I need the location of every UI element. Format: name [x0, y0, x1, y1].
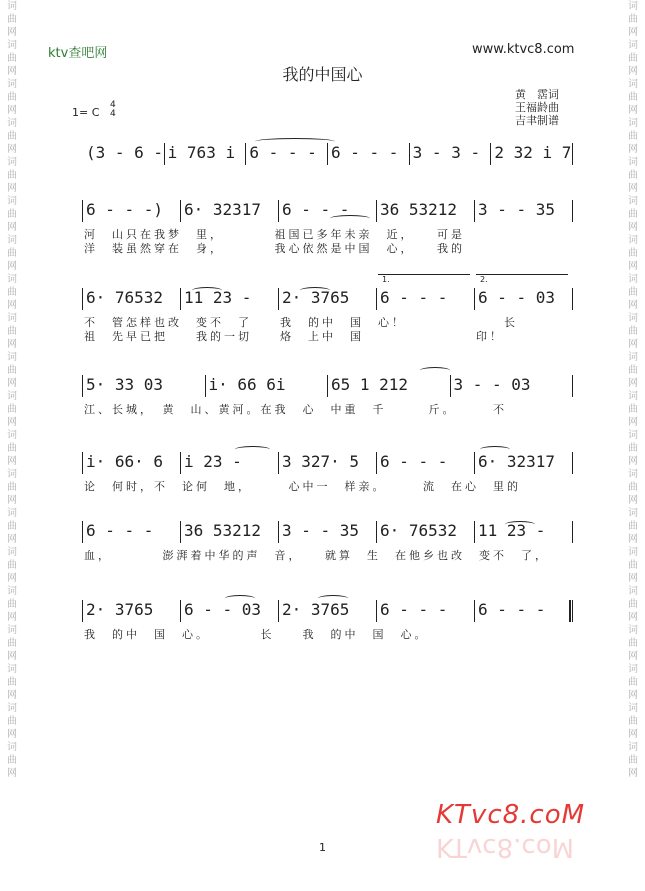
side-glyph: 词: [628, 391, 638, 402]
measure: 6 - - -: [380, 288, 448, 307]
page-number: 1: [319, 841, 326, 854]
side-glyph: 网: [628, 183, 638, 194]
measure: 6 - - 03: [184, 600, 262, 619]
side-glyph: 网: [628, 222, 638, 233]
side-glyph: 网: [628, 495, 638, 506]
side-glyph: 曲: [7, 92, 17, 103]
side-glyph: 曲: [628, 482, 638, 493]
side-glyph: 曲: [7, 482, 17, 493]
side-glyph: 词: [628, 664, 638, 675]
side-glyph: 词: [628, 40, 638, 51]
measure: 36 53212: [184, 521, 262, 540]
score-system: [0, 143, 645, 167]
key-signature: 1= C: [72, 106, 100, 119]
side-glyph: 网: [628, 27, 638, 38]
side-glyph: 词: [628, 313, 638, 324]
side-glyph: 网: [7, 66, 17, 77]
volta-label: 2.: [480, 275, 488, 284]
bar-line: [180, 200, 181, 222]
side-glyph: 网: [628, 534, 638, 545]
bar-line: [474, 452, 475, 474]
side-glyph: 词: [7, 508, 17, 519]
bar-line: [409, 143, 410, 165]
side-glyph: 词: [7, 742, 17, 753]
side-glyph: 曲: [7, 326, 17, 337]
side-glyph: 词: [628, 118, 638, 129]
bar-line: [82, 452, 83, 474]
measure: 3 - - 03: [453, 375, 531, 394]
side-glyph: 曲: [628, 248, 638, 259]
bar-line: [180, 452, 181, 474]
side-glyph: 网: [7, 222, 17, 233]
measure: 6 - - -: [380, 600, 448, 619]
side-glyph: 网: [7, 27, 17, 38]
bar-line: [180, 521, 181, 543]
bar-line: [205, 375, 206, 397]
side-glyph: 曲: [7, 599, 17, 610]
side-glyph: 词: [7, 703, 17, 714]
slur-mark: [330, 215, 370, 222]
side-glyph: 网: [628, 573, 638, 584]
side-glyph: 词: [7, 352, 17, 363]
slur-mark: [255, 138, 335, 145]
side-glyph: 词: [7, 235, 17, 246]
side-glyph: 词: [628, 508, 638, 519]
bar-line: [376, 288, 377, 310]
side-glyph: 网: [628, 729, 638, 740]
volta-bracket: [476, 274, 568, 275]
lyric-line: 河 山只在我梦 里， 祖国已多年未亲 近， 可是: [84, 228, 465, 241]
side-watermark-left: [2, 0, 22, 891]
slur-mark: [300, 287, 330, 294]
side-glyph: 曲: [7, 287, 17, 298]
side-glyph: 网: [628, 612, 638, 623]
side-glyph: 曲: [628, 53, 638, 64]
time-signature-top: 4: [110, 100, 116, 110]
bar-line: [278, 200, 279, 222]
score-system: [0, 521, 645, 545]
side-glyph: 网: [7, 456, 17, 467]
side-glyph: 词: [7, 430, 17, 441]
bar-line: [572, 143, 573, 165]
measure: 3 327· 5: [282, 452, 360, 471]
side-glyph: 曲: [7, 716, 17, 727]
measure: 6 - - -: [282, 200, 350, 219]
side-glyph: 词: [628, 430, 638, 441]
bar-line: [490, 143, 491, 165]
slur-mark: [225, 595, 255, 602]
slur-mark: [318, 595, 348, 602]
side-glyph: 词: [628, 352, 638, 363]
side-glyph: 词: [7, 79, 17, 90]
measure: 6 - - -: [478, 600, 546, 619]
time-signature-bottom: 4: [110, 109, 116, 119]
side-glyph: 词: [628, 235, 638, 246]
slur-mark: [420, 367, 450, 374]
measure: i· 66· 6: [86, 452, 164, 471]
measure: 11 23 -: [478, 521, 546, 540]
bar-line: [450, 375, 451, 397]
side-glyph: 曲: [628, 443, 638, 454]
side-glyph: 曲: [7, 209, 17, 220]
side-glyph: 词: [628, 196, 638, 207]
watermark-logo: KTvc8.coM: [436, 800, 586, 830]
side-glyph: 网: [7, 105, 17, 116]
side-glyph: 词: [7, 547, 17, 558]
bar-line: [376, 200, 377, 222]
side-glyph: 曲: [7, 755, 17, 766]
side-glyph: 曲: [7, 443, 17, 454]
bar-line: [474, 521, 475, 543]
side-glyph: 词: [7, 313, 17, 324]
measure: 6· 76532: [380, 521, 458, 540]
measure: 2· 3765: [282, 600, 350, 619]
lyric-line: 祖 先早已把 我的一切 烙 上中 国 印！: [84, 330, 504, 343]
credit-arranger: 吉聿制谱: [515, 114, 559, 127]
side-glyph: 词: [628, 274, 638, 285]
bar-line: [572, 600, 573, 622]
bar-line: [82, 200, 83, 222]
side-glyph: 词: [7, 625, 17, 636]
score-system: [0, 200, 645, 224]
measure: 6· 32317: [184, 200, 262, 219]
side-glyph: 网: [7, 729, 17, 740]
side-glyph: 曲: [628, 560, 638, 571]
side-glyph: 网: [7, 534, 17, 545]
lyric-line: 论 何时，不 论何 地， 心中一 样亲。 流 在心 里的: [84, 480, 521, 493]
bar-line: [278, 452, 279, 474]
side-glyph: 网: [628, 690, 638, 701]
bar-line: [278, 521, 279, 543]
side-glyph: 曲: [628, 170, 638, 181]
bar-line: [474, 200, 475, 222]
measure: 5· 33 03: [86, 375, 164, 394]
measure: 3 - - 35: [282, 521, 360, 540]
side-glyph: 曲: [7, 14, 17, 25]
side-glyph: 曲: [628, 521, 638, 532]
bar-line: [572, 521, 573, 543]
side-glyph: 网: [628, 456, 638, 467]
bar-line: [572, 375, 573, 397]
measure: 2· 3765: [86, 600, 154, 619]
side-glyph: 网: [7, 339, 17, 350]
side-glyph: 曲: [628, 14, 638, 25]
side-glyph: 词: [628, 742, 638, 753]
side-glyph: 曲: [628, 92, 638, 103]
final-bar-line: [569, 600, 571, 622]
bar-line: [278, 288, 279, 310]
side-glyph: 网: [7, 495, 17, 506]
bar-line: [376, 452, 377, 474]
measure: 6 - - -: [331, 143, 399, 162]
lyric-line: 洋 装虽然穿在 身， 我心依然是中国 心， 我的: [84, 242, 465, 255]
bar-line: [82, 375, 83, 397]
measure: 11 23 -: [184, 288, 252, 307]
bar-line: [474, 600, 475, 622]
bar-line: [474, 288, 475, 310]
bar-line: [327, 143, 328, 165]
side-glyph: 词: [628, 1, 638, 12]
slur-mark: [192, 287, 222, 294]
measure: 6 - - 03: [478, 288, 556, 307]
side-glyph: 网: [628, 768, 638, 779]
lyric-line: 不 管怎样也改 变不 了 我 的中 国 心！ 长: [84, 316, 518, 329]
side-glyph: 网: [7, 690, 17, 701]
side-glyph: 网: [7, 768, 17, 779]
side-glyph: 曲: [7, 638, 17, 649]
side-glyph: 曲: [628, 677, 638, 688]
side-glyph: 网: [7, 417, 17, 428]
side-glyph: 曲: [7, 365, 17, 376]
side-glyph: 网: [7, 300, 17, 311]
measure: i 23 -: [184, 452, 242, 471]
side-glyph: 网: [7, 612, 17, 623]
slur-mark: [505, 521, 535, 528]
song-title: 我的中国心: [282, 65, 363, 84]
measure: 6· 32317: [478, 452, 556, 471]
side-glyph: 网: [7, 261, 17, 272]
side-glyph: 曲: [628, 209, 638, 220]
lyric-line: 江、长城， 黄 山、黄河。在我 心 中重 千 斤。 不: [84, 403, 507, 416]
measure: 6 - - -: [86, 521, 154, 540]
score-system: [0, 375, 645, 399]
bar-line: [180, 600, 181, 622]
measure: 2 32 i 7: [494, 143, 572, 162]
bar-line: [245, 143, 246, 165]
side-glyph: 曲: [7, 170, 17, 181]
side-glyph: 词: [628, 586, 638, 597]
side-glyph: 曲: [628, 404, 638, 415]
slur-mark: [235, 446, 270, 453]
side-glyph: 网: [628, 651, 638, 662]
side-glyph: 曲: [7, 404, 17, 415]
side-glyph: 词: [7, 586, 17, 597]
side-glyph: 曲: [7, 248, 17, 259]
side-glyph: 词: [7, 157, 17, 168]
bar-line: [82, 521, 83, 543]
side-glyph: 网: [7, 183, 17, 194]
side-watermark-right: [623, 0, 643, 891]
side-glyph: 曲: [7, 677, 17, 688]
side-glyph: 词: [628, 625, 638, 636]
slur-mark: [480, 446, 510, 453]
side-glyph: 词: [7, 196, 17, 207]
measure: 6· 76532: [86, 288, 164, 307]
side-glyph: 词: [7, 1, 17, 12]
side-glyph: 词: [7, 40, 17, 51]
side-glyph: 网: [7, 378, 17, 389]
side-glyph: 网: [628, 261, 638, 272]
side-glyph: 网: [7, 573, 17, 584]
measure: 65 1 212: [331, 375, 409, 394]
measure: i 763 i: [167, 143, 236, 162]
measure: 2· 3765: [282, 288, 350, 307]
volta-bracket: [378, 274, 470, 275]
side-glyph: 网: [628, 378, 638, 389]
bar-line: [376, 600, 377, 622]
side-glyph: 网: [628, 300, 638, 311]
bar-line: [572, 288, 573, 310]
measure: 36 53212: [380, 200, 458, 219]
side-glyph: 网: [628, 339, 638, 350]
time-signature: [110, 101, 116, 119]
measure: (3 - 6 -: [86, 143, 164, 162]
bar-line: [327, 375, 328, 397]
side-glyph: 网: [7, 144, 17, 155]
side-glyph: 曲: [628, 755, 638, 766]
measure: i· 66 6i: [208, 375, 286, 394]
side-glyph: 词: [628, 703, 638, 714]
measure: 3 - 3 -: [412, 143, 481, 162]
side-glyph: 词: [628, 157, 638, 168]
measure: 6 - - -: [380, 452, 448, 471]
bar-line: [180, 288, 181, 310]
side-glyph: 词: [628, 547, 638, 558]
side-glyph: 曲: [7, 560, 17, 571]
credit-lyricist: 黄 霑词: [515, 88, 559, 101]
side-glyph: 词: [7, 664, 17, 675]
side-glyph: 网: [7, 651, 17, 662]
side-glyph: 曲: [7, 53, 17, 64]
measure: 6 - - -): [86, 200, 164, 219]
lyric-line: 血， 澎湃着中华的声 音， 就算 生 在他乡也改 变不 了，: [84, 549, 549, 562]
lyric-line: 我 的中 国 心。 长 我 的中 国 心。: [84, 628, 429, 641]
volta-label: 1.: [382, 275, 390, 284]
side-glyph: 网: [628, 417, 638, 428]
side-glyph: 词: [628, 79, 638, 90]
bar-line: [164, 143, 165, 165]
credit-composer: 王福龄曲: [515, 101, 559, 114]
side-glyph: 曲: [628, 326, 638, 337]
watermark-logo-reflection: KTvc8.coM: [436, 832, 575, 862]
side-glyph: 词: [7, 391, 17, 402]
measure: 3 - - 35: [478, 200, 556, 219]
side-glyph: 曲: [628, 365, 638, 376]
bar-line: [82, 288, 83, 310]
score-system: [0, 600, 645, 624]
side-glyph: 词: [7, 274, 17, 285]
side-glyph: 网: [628, 66, 638, 77]
side-glyph: 曲: [7, 521, 17, 532]
bar-line: [572, 200, 573, 222]
measure: 6 - - -: [249, 143, 317, 162]
bar-line: [376, 521, 377, 543]
side-glyph: 曲: [628, 638, 638, 649]
side-glyph: 曲: [628, 131, 638, 142]
side-glyph: 网: [628, 105, 638, 116]
side-glyph: 词: [7, 469, 17, 480]
side-glyph: 曲: [7, 131, 17, 142]
side-glyph: 词: [628, 469, 638, 480]
side-glyph: 曲: [628, 599, 638, 610]
side-glyph: 曲: [628, 716, 638, 727]
side-glyph: 网: [628, 144, 638, 155]
side-glyph: 曲: [628, 287, 638, 298]
bar-line: [82, 600, 83, 622]
side-glyph: 词: [7, 118, 17, 129]
site-name-left[interactable]: ktv查吧网: [48, 46, 108, 61]
bar-line: [572, 452, 573, 474]
bar-line: [278, 600, 279, 622]
site-url-right[interactable]: www.ktvc8.com: [472, 42, 575, 57]
score-system: [0, 452, 645, 476]
